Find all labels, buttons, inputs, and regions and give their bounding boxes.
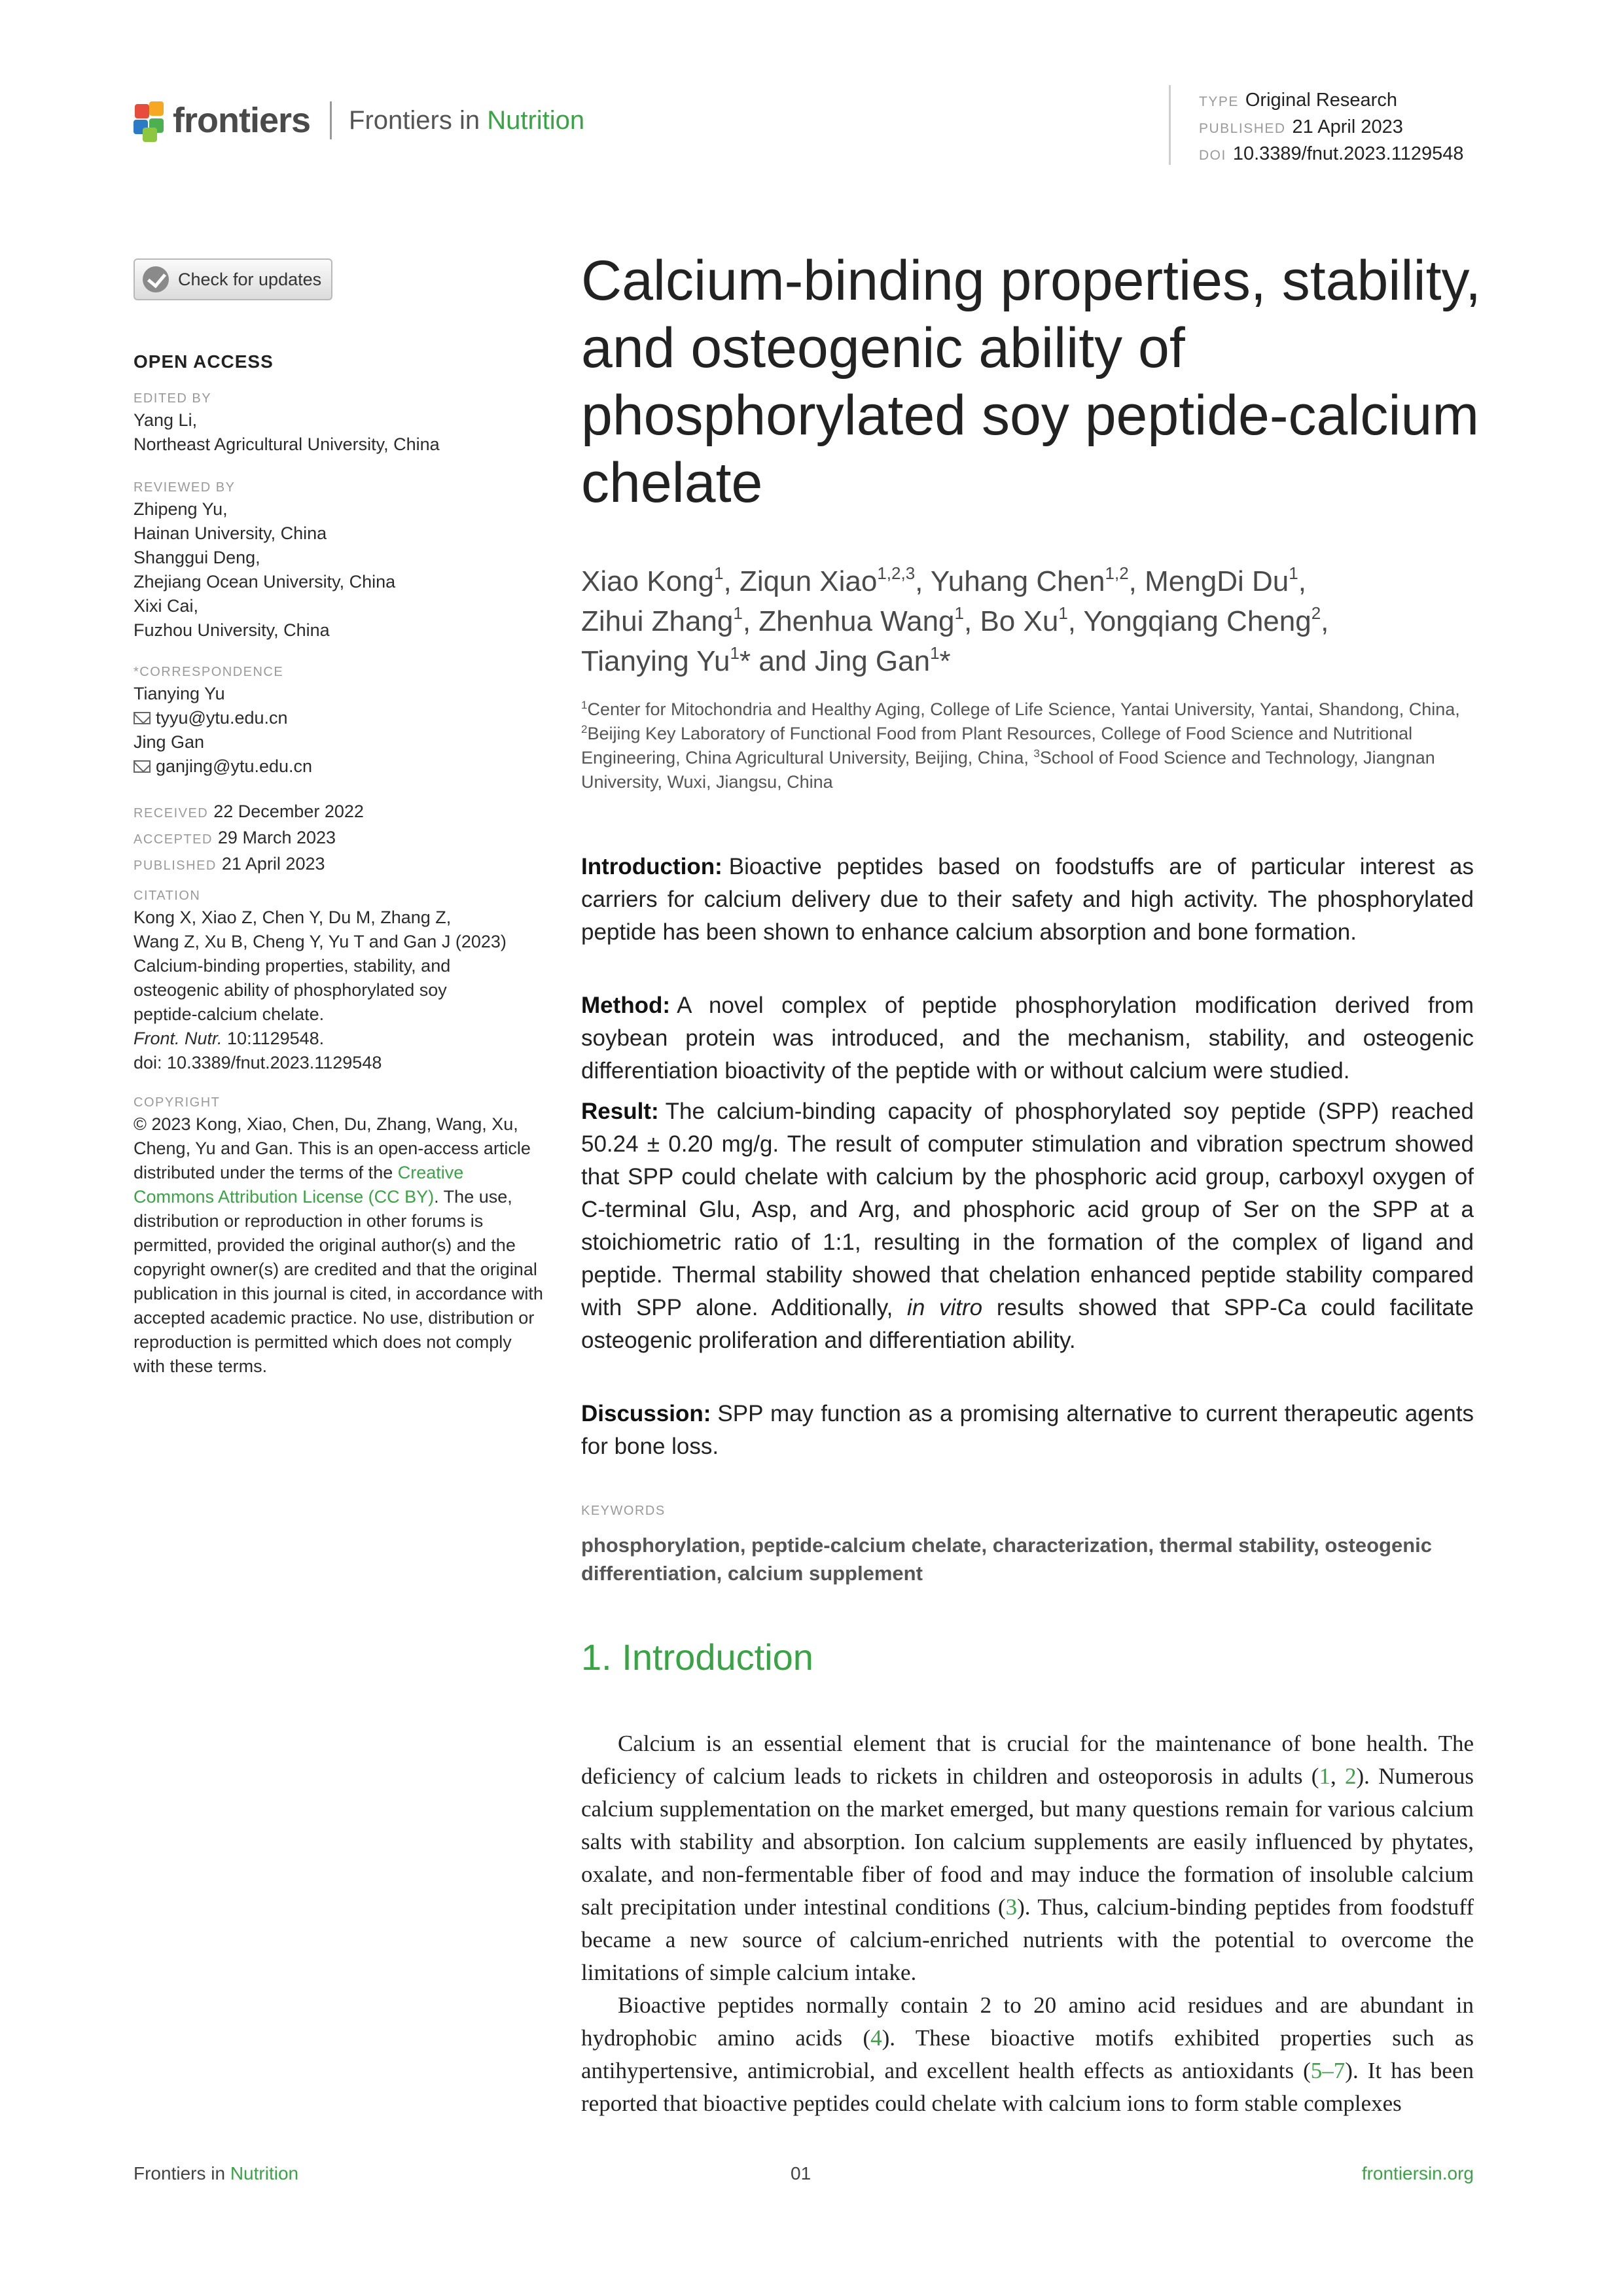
email-link-2[interactable]: ganjing@ytu.edu.cn bbox=[134, 754, 539, 779]
meta-doi: DOI 10.3389/fnut.2023.1129548 bbox=[1199, 143, 1464, 164]
reviewed-by-block: REVIEWED BY Zhipeng Yu, Hainan University, China Shanggui Deng, Zhejiang Ocean University, China Xixi Cai, Fuzhou University, China bbox=[134, 480, 396, 640]
author[interactable]: MengDi Du$^1$ bbox=[1145, 563, 1298, 597]
frontiers-logo[interactable] bbox=[134, 99, 584, 141]
article-title: Calcium-binding properties, stability, and osteogenic ability of phosphorylated soy peptide-calcium chelate bbox=[581, 249, 1481, 514]
citation-block: CITATION Kong X, Xiao Z, Chen Y, Du M, Zhang Z, Wang Z, Xu B, Cheng Y, Yu T and Gan J (2023) Calcium-binding properties, stability, and osteogenic ability of phosphorylated soy peptide-calcium chelate. Front. Nutr. 10:1129548. doi: 10.3389/fnut.2023.1129548 bbox=[134, 889, 507, 1072]
abstract-introduction: Introduction: Bioactive peptides based on foodstuffs are of particular interest as carriers for calcium delivery due to their safety and high activity. The phosphorylated peptide has been shown to enhance calcium absorption and bone formation. bbox=[581, 854, 1474, 945]
author[interactable]: Bo Xu$^1$ bbox=[980, 603, 1068, 637]
dates-block: RECEIVED 22 December 2022 ACCEPTED 29 March 2023 PUBLISHED 21 April 2023 bbox=[134, 802, 364, 874]
abstract-discussion: Discussion: SPP may function as a promising alternative to current therapeutic agents for bone loss. bbox=[581, 1401, 1474, 1459]
check-for-updates-button[interactable]: Check for updates bbox=[134, 258, 332, 300]
keywords: phosphorylation, peptide-calcium chelate, characterization, thermal stability, osteogenic differentiation, calcium supplement bbox=[581, 1534, 1433, 1585]
edited-by-block: EDITED BY Yang Li, Northeast Agricultural University, China bbox=[134, 391, 440, 454]
page-number: 01 bbox=[791, 2163, 812, 2183]
meta-type: TYPE Original Research bbox=[1199, 90, 1397, 111]
reference-link[interactable]: 4 bbox=[870, 2025, 882, 2051]
author[interactable]: Ziqun Xiao$^{1,2,3}$ bbox=[739, 563, 916, 597]
author[interactable]: Yongqiang Cheng$^2$ bbox=[1083, 603, 1321, 637]
abstract-method: Method: A novel complex of peptide phosphorylation modification derived from soybean protein was introduced, and the mechanism, stability, and osteogenic differentiation bioactivity of the peptide with or without calcium were studied. bbox=[581, 993, 1474, 1084]
envelope-icon bbox=[134, 712, 151, 724]
keywords-label: KEYWORDS bbox=[581, 1504, 666, 1518]
reference-link[interactable]: 3 bbox=[1005, 1894, 1018, 1920]
article-meta bbox=[1199, 88, 1463, 168]
frontiers-logo-icon bbox=[134, 101, 166, 139]
author[interactable]: Xiao Kong$^1$ bbox=[581, 563, 724, 597]
open-access-label: OPEN ACCESS bbox=[134, 351, 274, 372]
meta-divider bbox=[1169, 85, 1171, 165]
check-icon bbox=[143, 266, 169, 292]
section-heading-introduction: 1. Introduction bbox=[581, 1636, 813, 1678]
author-list: Xiao Kong$^1$, Ziqun Xiao$^{1,2,3}$, Yuhang Chen$^{1,2}$, MengDi Du$^1$, Zihui Zhang$^1$, Zhenhua Wang$^1$, Bo Xu$^1$, Yongqiang Cheng$^2$, Tianying Yu$^1$* and Jing Gan$^1$* bbox=[581, 563, 1329, 677]
logo-divider bbox=[330, 101, 332, 139]
author[interactable]: Zhenhua Wang$^1$ bbox=[758, 603, 964, 637]
logo-wordmark: frontiers bbox=[173, 101, 311, 140]
intro-paragraph-1: Calcium is an essential element that is crucial for the maintenance of bone health. The deficiency of calcium leads to rickets in children and osteoporosis in adults (1, 2). Numerous calcium supplementation on the market emerged, but many questions remain for various calcium salts with stability and absorption. Ion calcium supplements are easily influenced by phytates, oxalate, and non-fermentable fiber of food and may induce the formation of insoluble calcium salt precipitation under intestinal conditions (3). Thus, calcium-binding peptides from foodstuff became a new source of calcium-enriched nutrients with the potential to overcome the limitations of simple calcium intake. bbox=[581, 1731, 1474, 1985]
affiliations: $^1$Center for Mitochondria and Healthy Aging, College of Life Science, Yantai University, Yantai, Shandong, China, $^2$Beijing Key Laboratory of Functional Food from Plant Resources, College of Food Science and Nutritional Engineering, China Agricultural University, Beijing, China, $^3$School of Food Science and Technology, Jiangnan University, Wuxi, Jiangsu, China bbox=[581, 699, 1460, 792]
reference-link[interactable]: 5–7 bbox=[1310, 2058, 1346, 2083]
intro-paragraph-2: Bioactive peptides normally contain 2 to 20 amino acid residues and are abundant in hydrophobic amino acids (4). These bioactive motifs exhibited properties such as antihypertensive, antimicrobial, and excellent health effects as antioxidants (5–7). It has been reported that bioactive peptides could chelate with calcium ions to form stable complexes bbox=[581, 1992, 1474, 2116]
cc-by-license-link[interactable]: Creative Commons Attribution License (CC BY) bbox=[134, 1163, 464, 1207]
author[interactable]: Tianying Yu$^1$ bbox=[581, 643, 740, 677]
reference-link[interactable]: 2 bbox=[1345, 1763, 1357, 1789]
author[interactable]: Jing Gan$^1$ bbox=[814, 643, 940, 677]
footer-journal[interactable]: Frontiers in Nutrition bbox=[134, 2163, 299, 2183]
meta-published: PUBLISHED 21 April 2023 bbox=[1199, 116, 1403, 137]
correspondence-block: *CORRESPONDENCE Tianying Yu tyyu@ytu.edu.cn Jing Gan ganjing@ytu.edu.cn bbox=[134, 662, 539, 779]
reference-link[interactable]: 1 bbox=[1319, 1763, 1330, 1789]
author[interactable]: Zihui Zhang$^1$ bbox=[581, 603, 743, 637]
footer-site-link[interactable]: frontiersin.org bbox=[1361, 2163, 1474, 2183]
author[interactable]: Yuhang Chen$^{1,2}$ bbox=[930, 563, 1129, 597]
abstract-result: Result: The calcium-binding capacity of phosphorylated soy peptide (SPP) reached 50.24 ± 0.20 mg/g. The result of computer stimulation and vibration spectrum showed that SPP could chelate with calcium by the phosphoric acid group, carboxyl oxygen of C-terminal Glu, Asp, and Arg, and phosphoric acid group of Ser on the SPP at a stoichiometric ratio of 1:1, resulting in the formation of the complex of ligand and peptide. Thermal stability showed that chelation enhanced peptide stability compared with SPP alone. Additionally, in vitro results showed that SPP-Ca could facilitate osteogenic proliferation and differentiation ability. bbox=[581, 1099, 1474, 1353]
email-link-1[interactable]: tyyu@ytu.edu.cn bbox=[134, 706, 539, 730]
journal-name: Frontiers in Nutrition bbox=[349, 105, 585, 135]
envelope-icon bbox=[134, 760, 151, 773]
copyright-block: COPYRIGHT © 2023 Kong, Xiao, Chen, Du, Zhang, Wang, Xu, Cheng, Yu and Gan. This is an open-access article distributed under the terms of the Creative Commons Attribution License (CC BY). The use, distribution or reproduction in other forums is permitted, provided the original author(s) and the copyright owner(s) are credited and that the original publication in this journal is cited, in accordance with accepted academic practice. No use, distribution or reproduction is permitted which does not comply with these terms. bbox=[134, 1095, 543, 1376]
